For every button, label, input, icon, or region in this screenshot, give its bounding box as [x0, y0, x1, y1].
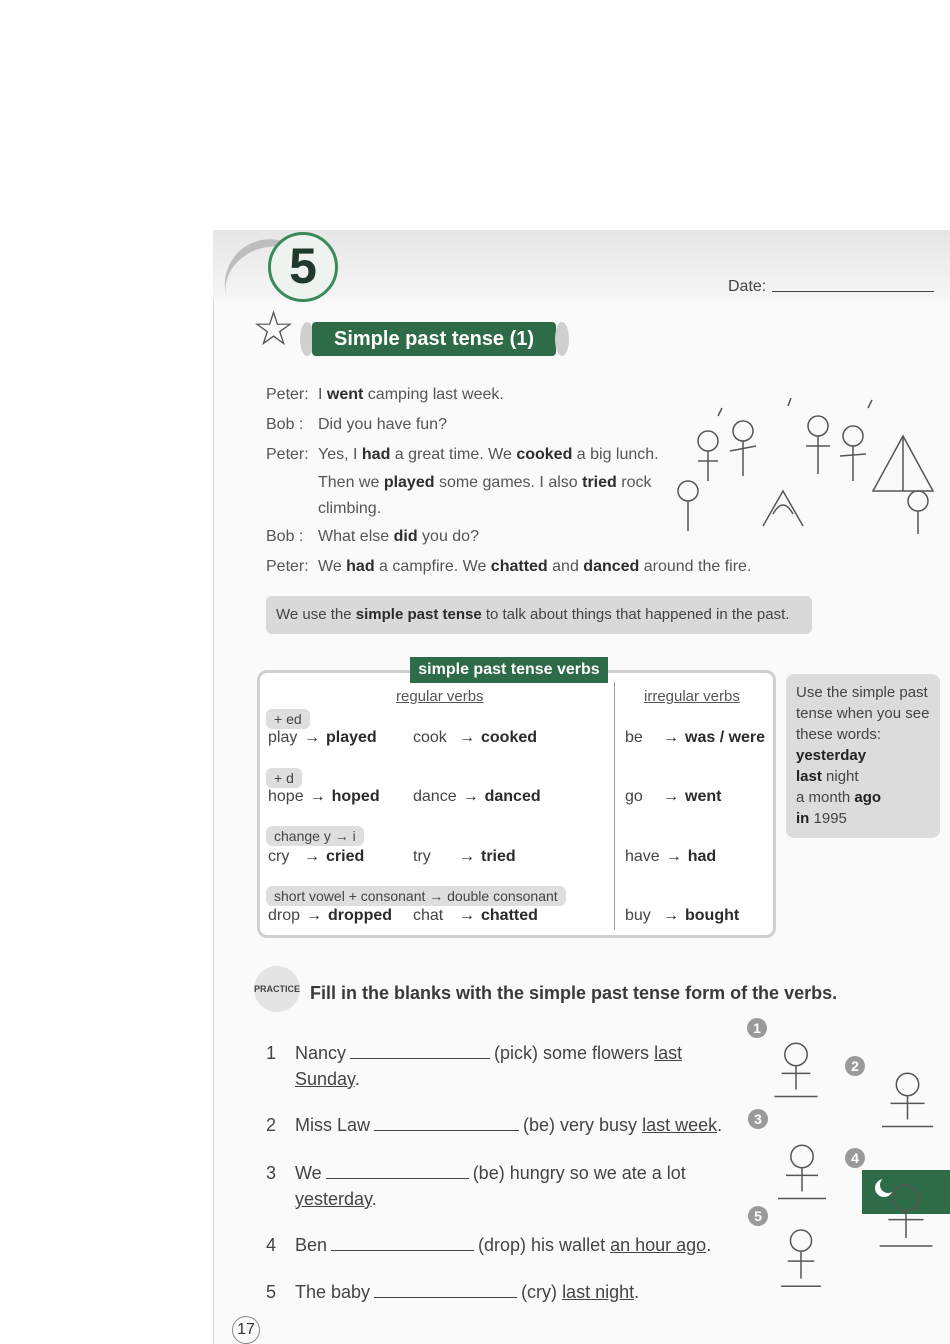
exercise-verb-hint: (be) very busy: [523, 1115, 638, 1135]
past-verb: tried: [582, 474, 617, 491]
time-expression: last week: [642, 1115, 718, 1135]
dialogue-text: and: [547, 558, 584, 575]
sentence-end: .: [706, 1235, 712, 1255]
time-word-keyword: in: [796, 810, 810, 827]
base-verb: cry: [268, 848, 290, 865]
answer-blank[interactable]: [374, 1279, 517, 1298]
base-verb: dance: [413, 788, 457, 805]
sentence-end: .: [371, 1189, 377, 1209]
exercise-subject: Ben: [295, 1235, 328, 1255]
verb-rule-tag: + ed: [266, 709, 310, 729]
past-verb: played: [383, 474, 435, 491]
exercise-illustration: [768, 1214, 834, 1290]
exercise-subject: Nancy: [295, 1043, 347, 1063]
past-form: was / were: [685, 729, 766, 746]
verb-pair: [413, 848, 516, 866]
dialogue-text: What else: [318, 528, 394, 545]
dialogue-line: [266, 552, 751, 582]
exercise-item: [266, 1232, 711, 1258]
exercise-verb-hint: (be) hungry so we ate a lot: [472, 1163, 686, 1183]
exercise-number: 2: [266, 1115, 277, 1135]
exercise-verb-hint: (pick) some flowers: [494, 1043, 650, 1063]
dialogue-text: I: [318, 386, 327, 403]
lesson-title: Simple past tense (1): [312, 322, 556, 356]
regular-verbs-heading: regular verbs: [396, 688, 484, 705]
past-form: bought: [685, 907, 740, 924]
time-word-text: 1995: [809, 810, 847, 827]
verb-pair: [413, 907, 538, 925]
practice-pencil-icon: PRACTICE: [254, 966, 300, 1012]
past-form: played: [326, 729, 377, 746]
past-form: danced: [484, 788, 541, 805]
speaker-name: Peter:: [266, 558, 309, 575]
past-verb: cooked: [516, 446, 573, 463]
column-divider: [614, 682, 615, 930]
past-form: had: [687, 848, 717, 865]
sentence-end: .: [634, 1282, 640, 1302]
base-verb: be: [625, 729, 643, 746]
exercise-item: [266, 1279, 639, 1305]
exercise-verb-hint: (drop) his wallet: [478, 1235, 606, 1255]
past-verb: did: [393, 528, 418, 545]
exercise-subject: We: [295, 1163, 322, 1183]
base-verb: drop: [268, 907, 301, 924]
time-expression: last night: [562, 1282, 635, 1302]
verb-rule-tag: short vowel + consonant → double consonant: [266, 886, 566, 906]
base-verb: play: [268, 729, 298, 746]
time-expression: yesterday: [295, 1189, 372, 1209]
time-word-keyword: last: [796, 768, 822, 785]
irregular-verb-pair: [625, 788, 721, 806]
irregular-verb-pair: [625, 848, 716, 866]
time-word: [796, 745, 930, 766]
arrow-icon: →: [462, 788, 479, 805]
exercise-number: 4: [266, 1235, 277, 1255]
dialogue-text: around the fire.: [639, 558, 752, 575]
dialogue-text: a great time. We: [390, 446, 517, 463]
arrow-icon: →: [663, 788, 679, 805]
dialogue-text: We: [318, 558, 347, 575]
page-number: 17: [232, 1316, 260, 1344]
verb-pair: [268, 907, 392, 925]
exercise-number: 3: [266, 1163, 277, 1183]
time-word: [796, 766, 930, 787]
past-form: tried: [481, 848, 516, 865]
dialogue-text: some games. I also: [434, 474, 583, 491]
exercise-number: 5: [266, 1282, 277, 1302]
past-verb: had: [346, 558, 375, 575]
arrow-icon: →: [304, 729, 320, 746]
dialogue-text: camping last week.: [363, 386, 504, 403]
base-verb: chat: [413, 907, 444, 924]
verbs-table-title: simple past tense verbs: [410, 657, 608, 683]
camping-illustration: [668, 396, 940, 536]
past-verb: danced: [583, 558, 640, 575]
irregular-verb-pair: [625, 729, 765, 747]
answer-blank[interactable]: [326, 1160, 469, 1179]
base-verb: buy: [625, 907, 651, 924]
time-word: [796, 808, 930, 829]
arrow-icon: →: [663, 907, 679, 924]
sentence-end: .: [717, 1115, 723, 1135]
past-form: went: [685, 788, 722, 805]
verb-pair: [413, 729, 537, 747]
irregular-verbs-heading: irregular verbs: [644, 688, 740, 705]
time-word-keyword: yesterday: [796, 747, 867, 764]
exercise-item: [266, 1040, 682, 1092]
exercise-subject: The baby: [295, 1282, 371, 1302]
arrow-icon: →: [304, 848, 320, 865]
arrow-icon: →: [459, 907, 475, 924]
speaker-name: Peter:: [266, 446, 309, 463]
arrow-icon: →: [309, 788, 326, 805]
time-words-list: [796, 745, 930, 829]
time-words-note: [786, 674, 940, 838]
banner-cap-right: [555, 322, 569, 356]
arrow-icon: →: [663, 729, 679, 746]
picture-number: 1: [747, 1018, 767, 1038]
time-expression: Sunday: [295, 1069, 355, 1089]
answer-blank[interactable]: [331, 1232, 474, 1251]
verb-pair: [413, 788, 541, 806]
arrow-icon: →: [306, 907, 323, 924]
exercise-subject: Miss Law: [295, 1115, 371, 1135]
star-icon: ☆: [252, 303, 296, 356]
grammar-rule: We use the simple past tense to talk about things that happened in the past.: [266, 596, 812, 634]
time-words-intro: Use the simple past tense when you see these words:: [796, 684, 930, 743]
picture-number: 2: [845, 1056, 865, 1076]
dialogue-text: climbing.: [318, 500, 382, 517]
base-verb: have: [625, 848, 660, 865]
verb-rule-tag: change y → i: [266, 826, 364, 846]
exercise-item: [266, 1112, 722, 1138]
time-word-keyword: ago: [854, 789, 882, 806]
past-verb: had: [361, 446, 391, 463]
answer-blank[interactable]: [350, 1040, 490, 1059]
verb-rule-tag: + d: [266, 768, 302, 788]
base-verb: cook: [413, 729, 447, 746]
answer-blank[interactable]: [374, 1112, 519, 1131]
picture-number: 4: [845, 1148, 865, 1168]
past-form: chatted: [481, 907, 538, 924]
time-expression: last: [654, 1043, 683, 1063]
practice-instruction: Fill in the blanks with the simple past tense form of the verbs.: [310, 983, 838, 1003]
past-form: cooked: [481, 729, 538, 746]
base-verb: go: [625, 788, 643, 805]
irregular-verb-pair: [625, 907, 739, 925]
dialogue-text: you do?: [417, 528, 479, 545]
base-verb: hope: [268, 788, 304, 805]
time-word: [796, 787, 930, 808]
picture-number: 5: [748, 1206, 768, 1226]
verb-pair: [268, 729, 377, 747]
rule-keyword: simple past tense: [355, 606, 482, 623]
exercise-illustration: [865, 1060, 950, 1130]
dialogue-text: rock: [616, 474, 652, 491]
dialogue-text: a campfire. We: [374, 558, 491, 575]
arrow-icon: →: [459, 729, 475, 746]
speaker-name: Peter:: [266, 386, 309, 403]
exercise-verb-hint: (cry): [521, 1282, 558, 1302]
past-verb: went: [326, 386, 364, 403]
time-expression: an hour ago: [610, 1235, 707, 1255]
unit-number: 5: [268, 232, 338, 302]
sentence-end: .: [354, 1069, 360, 1089]
exercise-number: 1: [266, 1043, 277, 1063]
time-word-text: a month: [796, 789, 855, 806]
past-form: cried: [326, 848, 365, 865]
past-form: hoped: [331, 788, 380, 805]
arrow-icon: →: [665, 848, 682, 865]
date-label: Date:: [728, 278, 767, 295]
dialogue-text: a big lunch.: [572, 446, 659, 463]
date-blank[interactable]: [772, 291, 934, 292]
verb-pair: [268, 788, 380, 806]
verb-pair: [268, 848, 364, 866]
dialogue-text: Yes, I: [318, 446, 362, 463]
time-word-text: night: [821, 768, 859, 785]
exercise-item: [266, 1160, 686, 1212]
exercise-illustration: [760, 1030, 832, 1100]
dialogue-text: Did you have fun?: [318, 416, 447, 433]
past-verb: chatted: [490, 558, 548, 575]
exercise-illustration: [762, 1132, 842, 1202]
speaker-name: Bob :: [266, 416, 304, 433]
arrow-icon: →: [459, 848, 475, 865]
exercise-illustration: [862, 1170, 950, 1250]
base-verb: try: [413, 848, 431, 865]
dialogue-text: Then we: [318, 474, 384, 491]
picture-number: 3: [748, 1109, 768, 1129]
past-form: dropped: [328, 907, 393, 924]
speaker-name: Bob :: [266, 528, 304, 545]
